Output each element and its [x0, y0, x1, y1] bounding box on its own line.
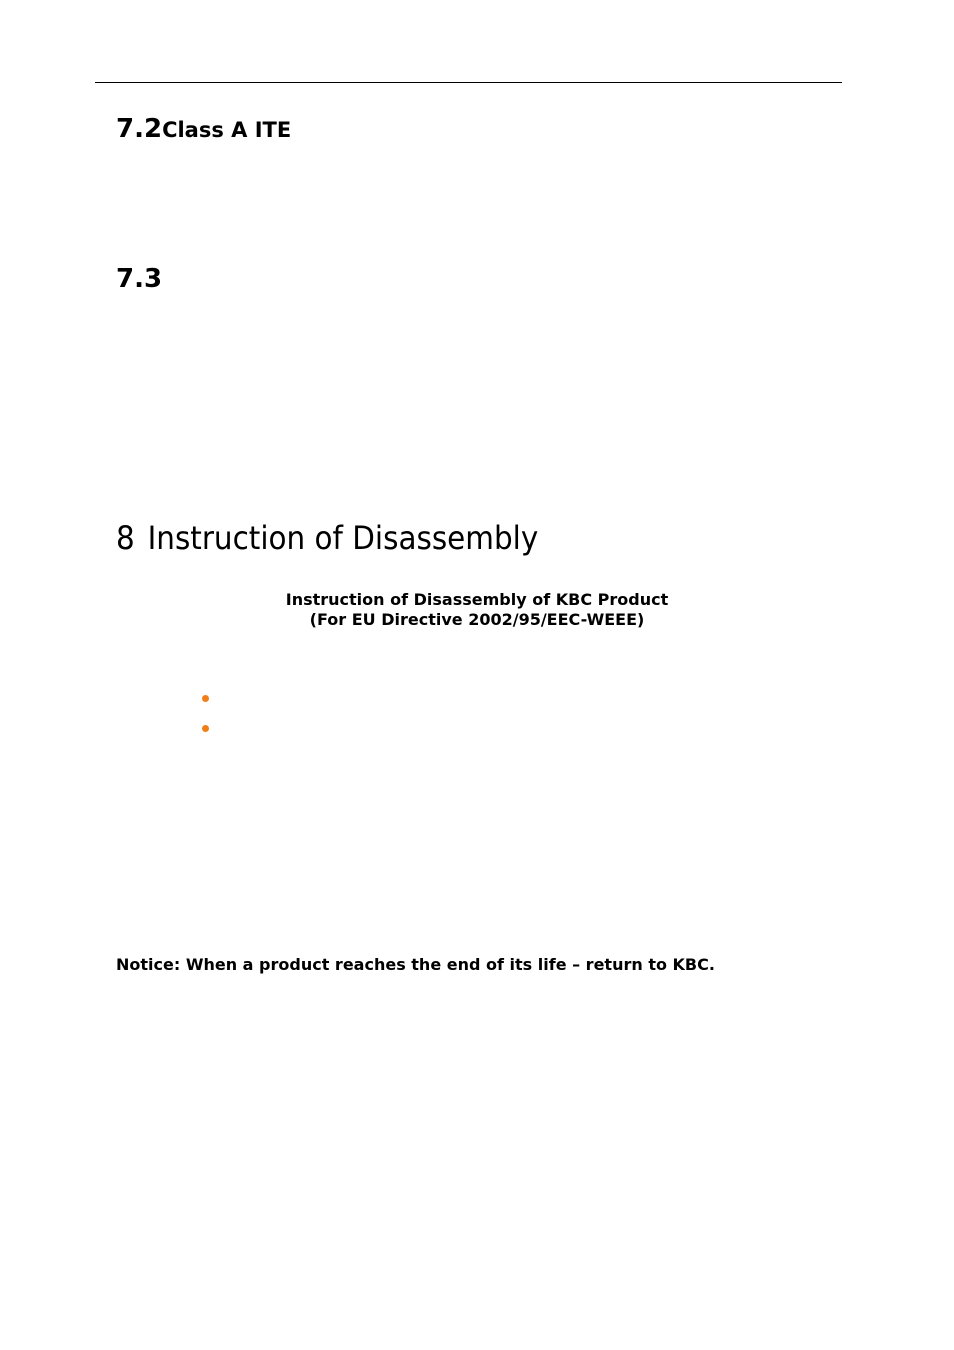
section-number: 7.3	[116, 264, 163, 294]
end-of-life-notice: Notice: When a product reaches the end of its life – return to KBC.	[116, 955, 715, 974]
list-item	[200, 686, 210, 716]
section-number: 7.2	[116, 114, 163, 144]
chapter-title: Instruction of Disassembly	[147, 519, 539, 557]
header-rule	[95, 82, 842, 83]
section-heading-7-2	[116, 114, 291, 144]
chapter-heading-8	[116, 519, 538, 557]
disassembly-title-block	[0, 590, 954, 630]
bullet-dot-icon	[202, 725, 209, 732]
bullet-list	[200, 686, 210, 746]
chapter-number: 8	[116, 519, 135, 557]
disassembly-subtitle: (For EU Directive 2002/95/EEC-WEEE)	[309, 610, 645, 629]
bullet-dot-icon	[202, 695, 209, 702]
section-title: Class A ITE	[162, 118, 292, 142]
disassembly-title: Instruction of Disassembly of KBC Product	[285, 590, 669, 609]
list-item	[200, 716, 210, 746]
section-heading-7-3	[116, 264, 162, 294]
